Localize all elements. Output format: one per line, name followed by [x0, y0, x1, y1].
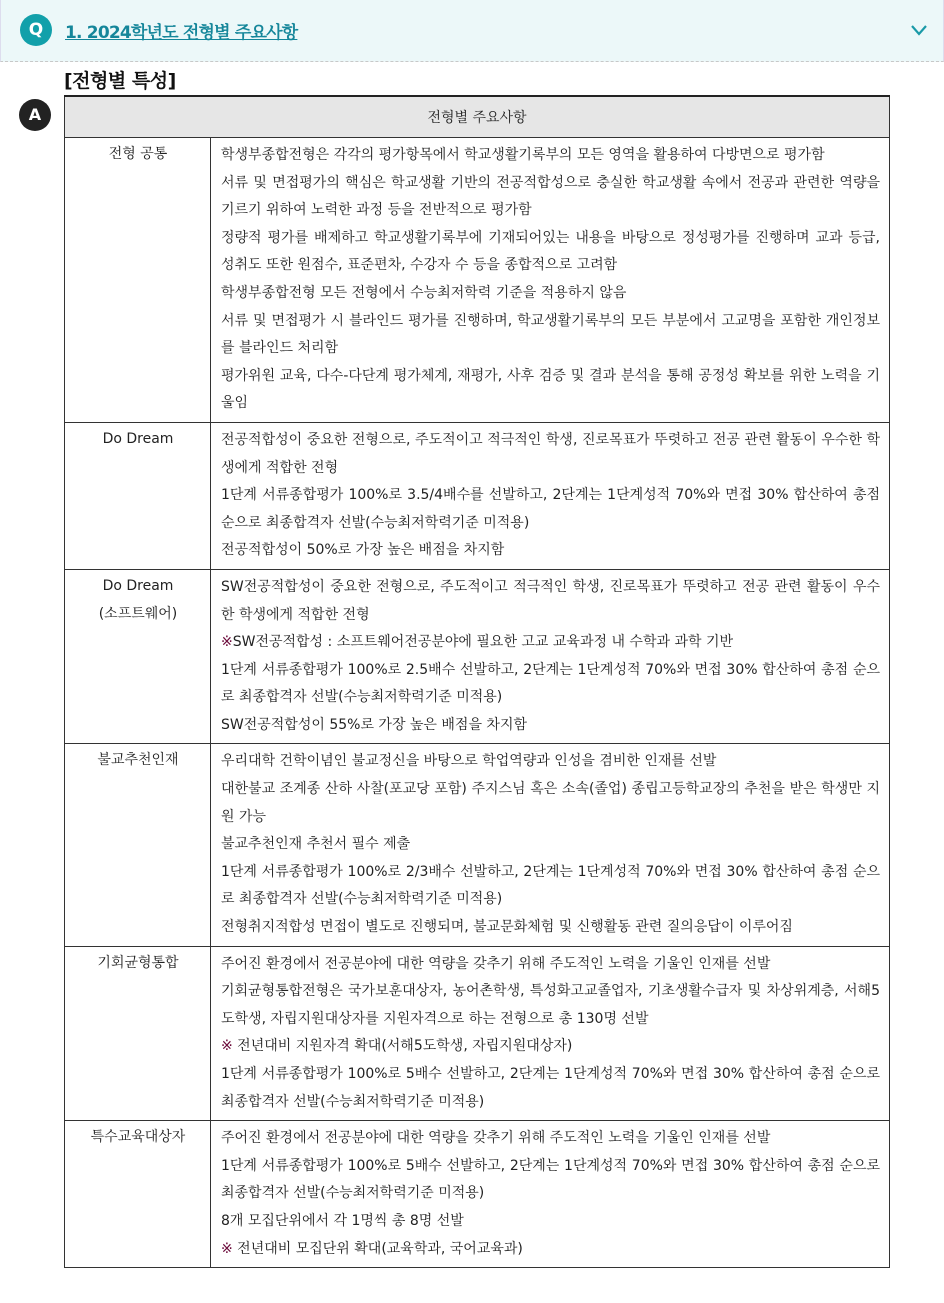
row-content — [211, 138, 890, 423]
row-label-text: Do Dream — [102, 430, 174, 447]
row-content — [211, 569, 890, 744]
row-label — [65, 569, 211, 744]
row-item: ※SW전공적합성 : 소프트웨어전공분야에 필요한 고교 교육과정 내 수학과 과학 기반 — [221, 634, 733, 651]
row-item: 전공적합성이 중요한 전형으로, 주도적이고 적극적인 학생, 진로목표가 뚜렷하고 전공 관련 활동이 우수한 학생에게 적합한 전형 — [221, 431, 880, 476]
row-item: 1단계 서류종합평가 100%로 2.5배수 선발하고, 2단계는 1단계성적 70%와 면접 30% 합산하여 총점 순으로 최종합격자 선발(수능최저학력기준 미적용) — [221, 661, 880, 706]
row-label-text: Do Dream — [102, 577, 174, 594]
row-item: 1단계 서류종합평가 100%로 5배수 선발하고, 2단계는 1단계성적 70%와 면접 30% 합산하여 총점 순으로 최종합격자 선발(수능최저학력기준 미적용) — [221, 1066, 880, 1110]
row-item: 대한불교 조계종 산하 사찰(포교당 포함) 주지스님 혹은 소속(졸업) 종립고등학교장의 추천을 받은 학생만 지원 가능 — [221, 781, 880, 825]
row-item: 서류 및 면접평가 시 블라인드 평가를 진행하며, 학교생활기록부의 모든 부분에서 고교명을 포함한 개인정보를 블라인드 처리함 — [221, 312, 880, 357]
reference-mark-icon: ※ — [221, 1038, 233, 1055]
row-item: 1단계 서류종합평가 100%로 5배수 선발하고, 2단계는 1단계성적 70%와 면접 30% 합산하여 총점 순으로 최종합격자 선발(수능최저학력기준 미적용) — [221, 1157, 880, 1202]
chevron-down-icon[interactable] — [909, 20, 929, 40]
row-label-text: 기회균형통합 — [97, 954, 179, 971]
row-item: 주어진 환경에서 전공분야에 대한 역량을 갖추기 위해 주도적인 노력을 기울인 인재를 선발 — [221, 1130, 771, 1147]
row-item: 1단계 서류종합평가 100%로 3.5/4배수를 선발하고, 2단계는 1단계성적 70%와 면접 30% 합산하여 총점 순으로 최종합격자 선발(수능최저학력기준 미적용) — [221, 487, 880, 531]
row-item: 주어진 환경에서 전공분야에 대한 역량을 갖추기 위해 주도적인 노력을 기울인 인재를 선발 — [221, 955, 771, 972]
row-label-text: 불교추천인재 — [97, 752, 179, 769]
reference-mark-icon: ※ — [221, 634, 233, 651]
row-label — [65, 744, 211, 946]
section-title: [전형별 특성] — [64, 70, 176, 92]
row-item: 우리대학 건학이념인 불교정신을 바탕으로 학업역량과 인성을 겸비한 인재를 선발 — [221, 753, 717, 770]
row-item: SW전공적합성이 55%로 가장 높은 배점을 차지함 — [221, 716, 528, 733]
row-item: 1단계 서류종합평가 100%로 2/3배수 선발하고, 2단계는 1단계성적 70%와 면접 30% 합산하여 총점 순으로 최종합격자 선발(수능최저학력기준 미적용) — [221, 863, 880, 908]
question-title-link[interactable]: 1. 2024학년도 전형별 주요사항 — [65, 23, 298, 43]
reference-mark-icon: ※ — [221, 1240, 233, 1257]
row-item: ※ 전년대비 지원자격 확대(서해5도학생, 자립지원대상자) — [221, 1038, 573, 1055]
table-row — [65, 569, 890, 744]
row-item: 불교추천인재 추천서 필수 제출 — [221, 836, 411, 853]
row-item: 서류 및 면접평가의 핵심은 학교생활 기반의 전공적합성으로 충실한 학교생활 속에서 전공과 관련한 역량을 기르기 위하여 노력한 과정 등을 전반적으로 평가함 — [221, 174, 880, 219]
question-header[interactable] — [0, 0, 944, 62]
row-item: SW전공적합성이 중요한 전형으로, 주도적이고 적극적인 학생, 진로목표가 뚜렷하고 전공 관련 활동이 우수한 학생에게 적합한 전형 — [221, 578, 880, 623]
row-label — [65, 1121, 211, 1268]
row-item: 8개 모집단위에서 각 1명씩 총 8명 선발 — [221, 1212, 464, 1229]
table-row — [65, 744, 890, 946]
answer-badge: A — [19, 99, 51, 131]
row-label — [65, 946, 211, 1121]
row-item: 기회균형통합전형은 국가보훈대상자, 농어촌학생, 특성화고교졸업자, 기초생활수급자 및 차상위계층, 서해5도학생, 자립지원대상자를 지원자격으로 하는 전형으로 총 130명 선발 — [221, 983, 880, 1027]
row-content — [211, 422, 890, 569]
row-label-sub: (소프트웨어) — [98, 605, 178, 622]
row-item: 학생부종합전형은 각각의 평가항목에서 학교생활기록부의 모든 영역을 활용하여 다방면으로 평가함 — [221, 147, 825, 163]
row-item: 정량적 평가를 배제하고 학교생활기록부에 기재되어있는 내용을 바탕으로 정성평가를 진행하며 교과 등급, 성취도 또한 원점수, 표준편차, 수강자 수 등을 종합적으로 고려함 — [221, 229, 880, 274]
row-label — [65, 422, 211, 569]
row-item: 전형취지적합성 면접이 별도로 진행되며, 불교문화체험 및 신행활동 관련 질의응답이 이루어짐 — [221, 919, 793, 936]
row-item: 평가위원 교육, 다수-다단계 평가체계, 재평가, 사후 검증 및 결과 분석을 통해 공정성 확보를 위한 노력을 기울임 — [221, 367, 880, 412]
row-label — [65, 138, 211, 423]
row-label-text: 전형 공통 — [108, 146, 168, 162]
table-row — [65, 946, 890, 1121]
table-row — [65, 422, 890, 569]
row-content — [211, 946, 890, 1121]
admission-table — [64, 95, 890, 1268]
row-item: 전공적합성이 50%로 가장 높은 배점을 차지함 — [221, 542, 505, 559]
row-content — [211, 1121, 890, 1268]
table-row — [65, 1121, 890, 1268]
table-header: 전형별 주요사항 — [65, 96, 890, 138]
row-content — [211, 744, 890, 946]
table-row — [65, 138, 890, 423]
row-label-text: 특수교육대상자 — [90, 1129, 186, 1146]
question-badge: Q — [20, 14, 52, 46]
row-item: 학생부종합전형 모든 전형에서 수능최저학력 기준을 적용하지 않음 — [221, 284, 627, 301]
row-item: ※ 전년대비 모집단위 확대(교육학과, 국어교육과) — [221, 1240, 523, 1257]
